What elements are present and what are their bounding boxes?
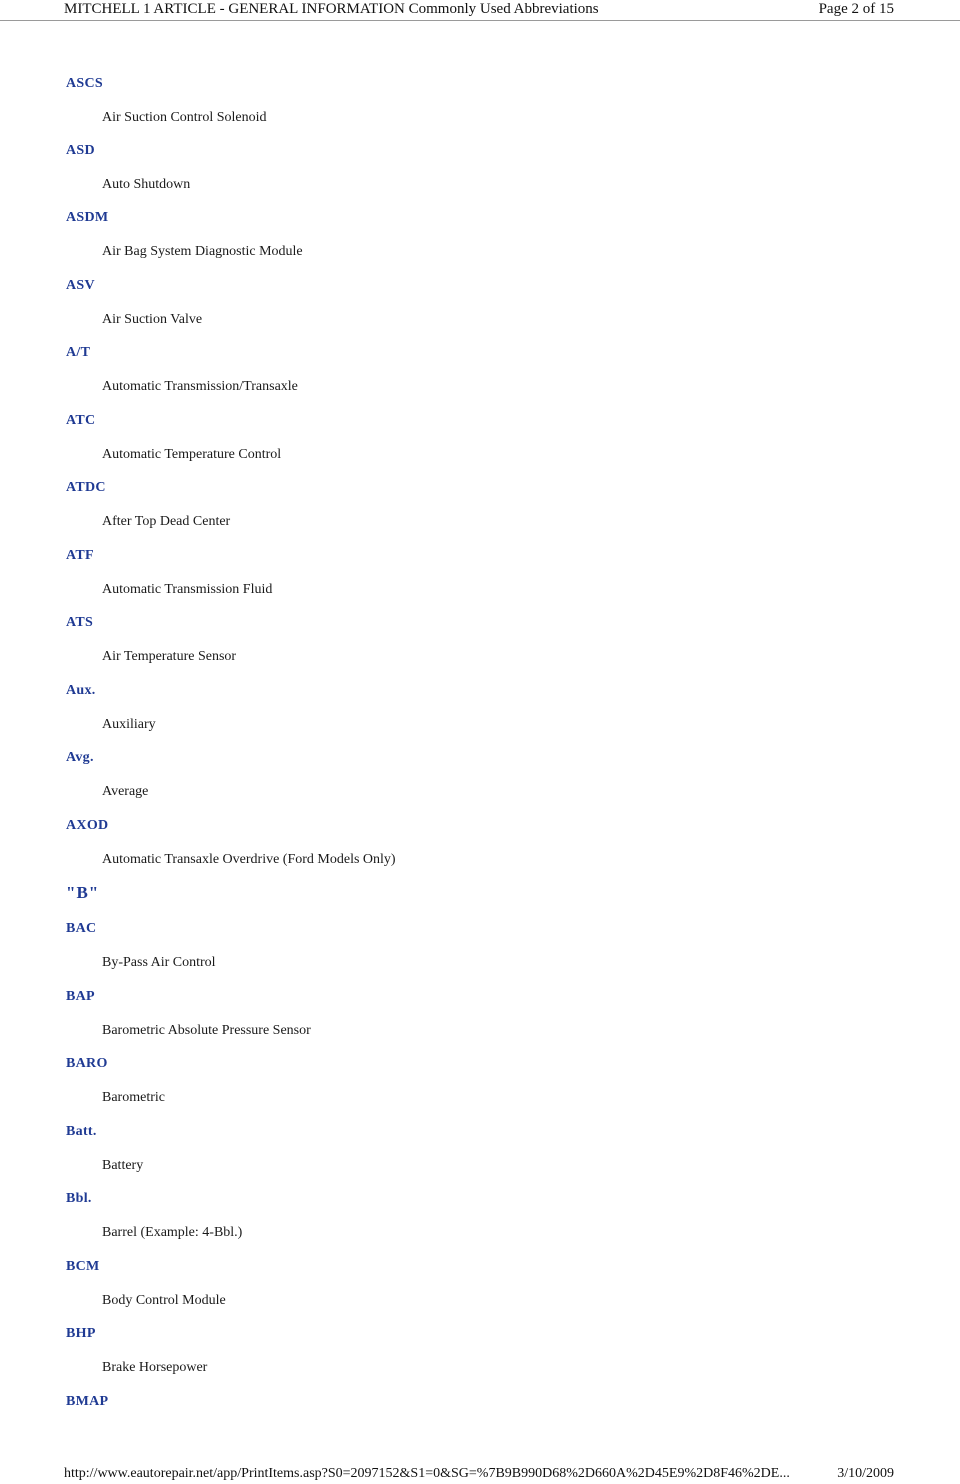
- abbreviation-term: ASCS: [66, 76, 103, 91]
- abbreviation-definition: Automatic Transmission Fluid: [102, 582, 273, 597]
- abbreviation-definition: Brake Horsepower: [102, 1360, 208, 1375]
- abbreviation-term: ASDM: [66, 210, 109, 225]
- abbreviation-definition: Automatic Transaxle Overdrive (Ford Models Only): [102, 852, 396, 867]
- header-divider: [0, 20, 960, 21]
- abbreviation-definition: Battery: [102, 1158, 144, 1173]
- abbreviation-definition: Air Suction Control Solenoid: [102, 110, 267, 125]
- abbreviation-term: ASV: [66, 278, 95, 293]
- page-header: [0, 0, 960, 22]
- abbreviation-definition: After Top Dead Center: [102, 514, 231, 529]
- abbreviation-term: Batt.: [66, 1124, 97, 1139]
- abbreviation-definition: Barometric: [102, 1090, 165, 1105]
- abbreviation-term: BHP: [66, 1326, 96, 1341]
- abbreviation-definition: Barrel (Example: 4-Bbl.): [102, 1225, 243, 1240]
- abbreviation-term: BARO: [66, 1056, 108, 1071]
- abbreviation-term: BAP: [66, 989, 95, 1004]
- abbreviation-definition: Air Temperature Sensor: [102, 649, 237, 664]
- abbreviation-definition: Auto Shutdown: [102, 177, 191, 192]
- abbreviation-term: ATF: [66, 548, 94, 563]
- abbreviation-term: Avg.: [66, 750, 94, 765]
- abbreviation-definition: Automatic Temperature Control: [102, 447, 282, 462]
- abbreviation-definition: Auxiliary: [102, 717, 156, 732]
- source-url: http://www.eautorepair.net/app/PrintItems.asp?S0=2097152&S1=0&SG=%7B9B990D68%2D660A%2D45E9%2D8F46%2DE...: [64, 1466, 790, 1481]
- abbreviation-definition: Air Bag System Diagnostic Module: [102, 244, 303, 259]
- abbreviation-term: AXOD: [66, 818, 109, 833]
- abbreviation-definition: Air Suction Valve: [102, 312, 203, 327]
- abbreviation-term: ATC: [66, 413, 96, 428]
- page-number: Page 2 of 15: [818, 1, 894, 17]
- section-heading-b: "B": [66, 883, 100, 902]
- abbreviation-definition: By-Pass Air Control: [102, 955, 216, 970]
- abbreviation-definition: Body Control Module: [102, 1293, 226, 1308]
- abbreviation-term: A/T: [66, 345, 91, 360]
- abbreviation-definition: Average: [102, 784, 149, 799]
- abbreviation-term: ATDC: [66, 480, 106, 495]
- print-date: 3/10/2009: [837, 1466, 894, 1481]
- page-footer: [0, 1462, 960, 1484]
- abbreviation-term: Aux.: [66, 683, 96, 698]
- abbreviation-term: BMAP: [66, 1394, 109, 1409]
- article-title: MITCHELL 1 ARTICLE - GENERAL INFORMATION Commonly Used Abbreviations: [64, 1, 599, 17]
- abbreviation-term: ASD: [66, 143, 95, 158]
- abbreviation-term: ATS: [66, 615, 94, 630]
- abbreviation-term: BCM: [66, 1259, 100, 1274]
- abbreviation-term: Bbl.: [66, 1191, 92, 1206]
- abbreviation-term: BAC: [66, 921, 97, 936]
- abbreviation-definition: Barometric Absolute Pressure Sensor: [102, 1023, 311, 1038]
- abbreviation-definition: Automatic Transmission/Transaxle: [102, 379, 298, 394]
